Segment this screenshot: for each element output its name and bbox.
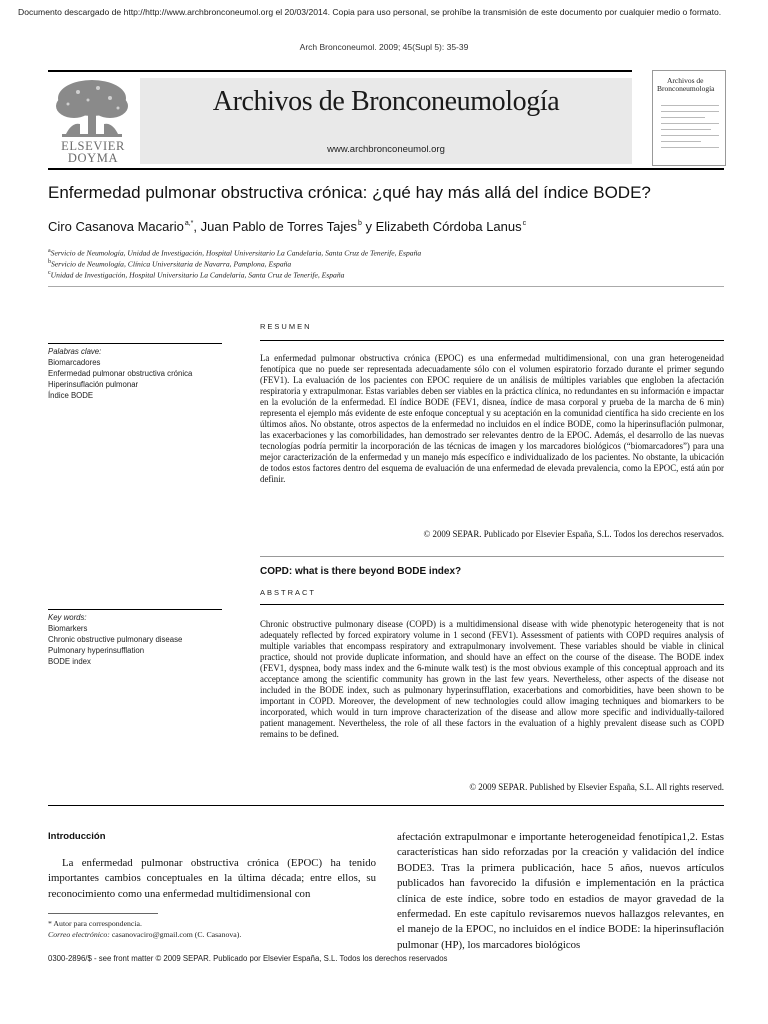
footnote-email: Correo electrónico: casanovaciro@gmail.com (C. Casanova). <box>48 930 242 939</box>
resumen-heading: RESUMEN <box>260 322 312 331</box>
keywords-en-rule <box>48 609 222 610</box>
abstract-heading: ABSTRACT <box>260 588 317 597</box>
page-footer: 0300-2896/$ - see front matter © 2009 SEPAR. Publicado por Elsevier España, S.L. Todos los derechos reservados <box>48 954 448 963</box>
keyword: Biomarkers <box>48 624 88 633</box>
author-name: Elizabeth Córdoba Lanus <box>375 219 522 234</box>
abstract-text: Chronic obstructive pulmonary disease (COPD) is a multidimensional disease with wide phenotypic heterogeneity that is not adequately reflected by forced expiratory volume in 1 second (FEV1). Assessment of patients with COPD requires analysis of multiple variables that encompass respiratory and extrapulmonary involvement. These variables should be viable in clinical practice, should not provide duplicate information, and should have an effect on the course of the disease. The BODE index (FEV1, dyspnea, body mass index and the 6-minute walk test) is the most obvious example of this conceptual approach and its acceptance among the scientific community has grown in the last few years. Nevertheless, other aspects of the disease not included in the BODE index, such as pulmonary hyperinsufflation, exacerbations and comorbidities, have been shown to be important in COPD. Moreover, the development of new technologies could allow imaging techniques and biomarkers to be incorporated, which would in turn improve characterization of the disease and allow more specific and individually-tailored patient management. Nevertheless, the role of all these factors in the evaluation of a highly prevalent disease such as COPD remains to be defined. <box>260 619 724 739</box>
divider <box>48 805 724 806</box>
header-bottom-rule <box>48 168 724 170</box>
keywords-en: Key words: Biomarkers Chronic obstructive pulmonary disease Pulmonary hyperinsufflation BODE index <box>48 612 222 667</box>
footnote-rule <box>48 913 158 914</box>
body-paragraph: afectación extrapulmonar e importante heterogeneidad fenotípica1,2. Estas características han sido reforzadas por la creación y validación del índice BODE3. Tras la primera publicación, hace 5 años, nuevos artículos publicados han favorecido la difusión e implementación en la práctica clínica de este índice, sobre todo en estadios de mayor gravedad de la enfermedad. En este capítulo revisaremos nuevos hallazgos relevantes, en el manejo de la EPOC, no incluidos en el índice BODE: la hiperinsuflación pulmonar (HP), los marcadores biológicos <box>397 831 724 951</box>
keyword: Chronic obstructive pulmonary disease <box>48 635 183 644</box>
keywords-es-rule <box>48 343 222 344</box>
download-note: Documento descargado de http://http://www.archbronconeumol.org el 20/03/2014. Copia para uso personal, se prohíbe la transmisión de este documento por cualquier medio o formato. <box>18 7 722 17</box>
keyword: Índice BODE <box>48 391 94 400</box>
affiliation: $^c$Unidad de Investigación, Hospital Universitario La Candelaria, Santa Cruz de Tenerife, España <box>48 270 345 280</box>
affiliation: $^a$Servicio de Neumología, Unidad de Investigación, Hospital Universitario La Candelaria, Santa Cruz de Tenerife, España <box>48 248 422 258</box>
section-heading-introduccion: Introducción <box>48 831 106 842</box>
header-top-rule <box>48 70 632 72</box>
resumen-copyright: © 2009 SEPAR. Publicado por Elsevier España, S.L. Todos los derechos reservados. <box>423 529 724 539</box>
journal-url[interactable]: www.archbronconeumol.org <box>327 144 445 155</box>
divider <box>48 286 724 287</box>
abstract-rule <box>260 604 724 605</box>
publisher-logo-text: ELSEVIER DOYMA <box>61 139 125 165</box>
keyword: BODE index <box>48 657 91 666</box>
author-name: Juan Pablo de Torres Tajes <box>200 219 357 234</box>
abstract-copyright: © 2009 SEPAR. Published by Elsevier España, S.L. All rights reserved. <box>469 782 724 792</box>
keyword: Pulmonary hyperinsufflation <box>48 646 145 655</box>
resumen-rule <box>260 340 724 341</box>
resumen-text: La enfermedad pulmonar obstructiva crónica (EPOC) es una enfermedad multidimensional, con una gran heterogeneidad fenotípica que no puede ser representada adecuadamente sólo con el volumen espiratorio forzado durante el primer segundo (FEV1). La evaluación de los pacientes con EPOC requiere de un análisis de múltiples variables que engloben la afectación respiratoria y extrapulmonar. Estas variables deben ser viables en la práctica clínica, no redundantes en su información e impactar en la evolución de la enfermedad. El índice BODE (FEV1, disnea, índice de masa corporal y prueba de la marcha de 6 min) representa el ejemplo más evidente de este enfoque conceptual y su aceptación en la comunidad científica ha sido creciente en los últimos años. No obstante, otros aspectos de la enfermedad no incluidos en el índice BODE, como la hiperinsuflación pulmonar, las exacerbaciones y las comorbilidades, han demostrado ser relevantes dentro de la EPOC. Además, el desarrollo de las nuevas tecnologías podría permitir la incorporación de las técnicas de imagen y los marcadores biológicos (“biomarcadores”) para una mejor caracterización de la enfermedad y un manejo más específico e individualizado de los pacientes. No obstante, la ubicación de todos estos factores dentro del esquema de evaluación de una enfermedad de elevada prevalencia, como la EPOC, está aún por definir. <box>260 353 724 484</box>
body-paragraph: La enfermedad pulmonar obstructiva crónica (EPOC) ha tenido importantes cambios conceptuales en la última década; entre ellos, su reconocimiento como una enfermedad multidimensional con <box>48 857 376 900</box>
author-name: Ciro Casanova Macario <box>48 219 184 234</box>
email-link[interactable]: casanovaciro@gmail.com (C. Casanova). <box>111 930 242 939</box>
author-list: Ciro Casanova Macario$^{a,*}$, Juan Pablo de Torres Tajes$^b$ y Elizabeth Córdoba Lanus$^c$ <box>48 219 527 234</box>
keyword: Biomarcadores <box>48 358 101 367</box>
journal-cover-thumbnail <box>652 70 726 166</box>
cover-title: Archivos de Bronconeumología <box>657 76 715 93</box>
keyword: Hiperinsuflación pulmonar <box>48 380 139 389</box>
footnote-corresponding: * Autor para correspondencia. <box>48 919 142 928</box>
affiliation: $^b$Servicio de Neumología, Clínica Universitaria de Navarra, Pamplona, España <box>48 259 292 269</box>
keywords-es: Palabras clave: Biomarcadores Enfermedad pulmonar obstructiva crónica Hiperinsuflación pulmonar Índice BODE <box>48 346 222 401</box>
journal-citation: Arch Bronconeumol. 2009; 45(Supl 5): 35-39 <box>299 42 469 52</box>
divider <box>260 556 724 557</box>
abstract-title: COPD: what is there beyond BODE index? <box>260 566 462 577</box>
keyword: Enfermedad pulmonar obstructiva crónica <box>48 369 193 378</box>
article-title: Enfermedad pulmonar obstructiva crónica: ¿qué hay más allá del índice BODE? <box>48 183 651 202</box>
journal-title: Archivos de Bronconeumología <box>212 86 560 117</box>
